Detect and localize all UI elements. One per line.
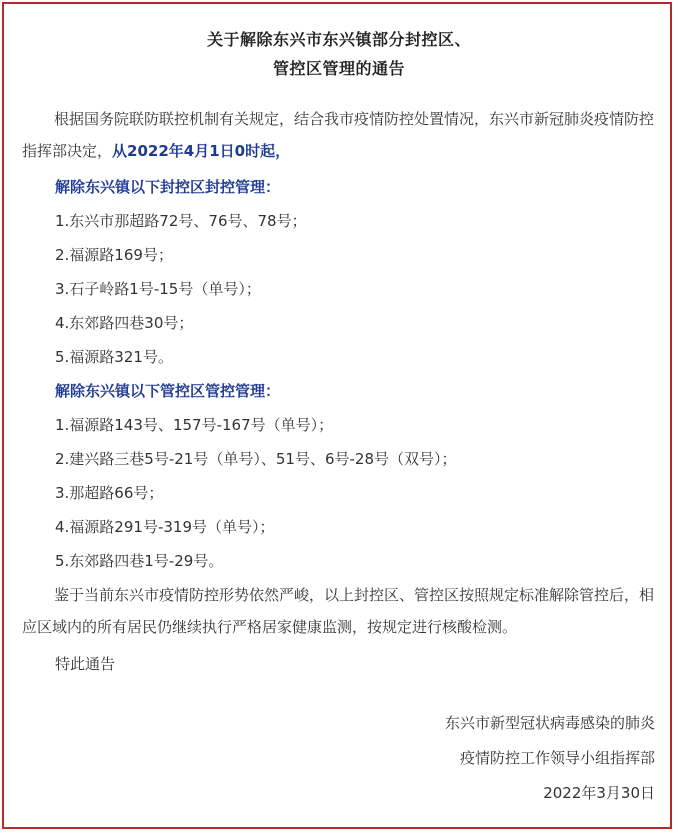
signature-line1: 东兴市新型冠状病毒感染的肺炎 <box>444 714 655 732</box>
section1-item-1: 1.东兴市那超路72号、76号、78号； <box>55 212 307 230</box>
section2-item-2: 2.建兴路三巷5号-21号（单号）、51号、6号-28号（双号）； <box>55 450 457 468</box>
effective-date-highlight: 从2022年4月1日0时起， <box>112 142 291 160</box>
intro-text: 根据国务院联防联控机制有关规定，结合我市疫情防控处置情况，东兴市新冠肺炎疫情防控指挥部决定， <box>22 110 655 160</box>
closing-paragraph: 鉴于当前东兴市疫情防控形势依然严峻，以上封控区、管控区按照规定标准解除管控后，相应区域内的所有居民仍继续执行严格居家健康监测，按规定进行核酸检测。 <box>22 586 655 636</box>
section1-item-2: 2.福源路169号； <box>55 246 173 264</box>
section2-item-3: 3.那超路66号； <box>55 484 164 502</box>
section2-item-1: 1.福源路143号、157号-167号（单号）； <box>55 416 334 434</box>
section2-heading: 解除东兴镇以下管控区管控管理： <box>55 382 281 400</box>
document-title-line2: 管控区管理的通告 <box>272 59 405 78</box>
section1-item-4: 4.东郊路四巷30号； <box>55 314 194 332</box>
section1-heading: 解除东兴镇以下封控区封控管理： <box>55 178 281 196</box>
special-notice: 特此通告 <box>55 655 116 673</box>
section2-item-5: 5.东郊路四巷1号-29号。 <box>55 552 224 570</box>
signature-date: 2022年3月30日 <box>543 784 655 802</box>
section2-item-4: 4.福源路291号-319号（单号）； <box>55 518 275 536</box>
signature-line2: 疫情防控工作领导小组指挥部 <box>459 749 655 767</box>
section1-item-3: 3.石子岭路1号-15号（单号）； <box>55 280 261 298</box>
document-title-line1: 关于解除东兴市东兴镇部分封控区、 <box>206 30 471 49</box>
intro-paragraph <box>22 103 658 167</box>
section1-item-5: 5.福源路321号。 <box>55 348 173 366</box>
